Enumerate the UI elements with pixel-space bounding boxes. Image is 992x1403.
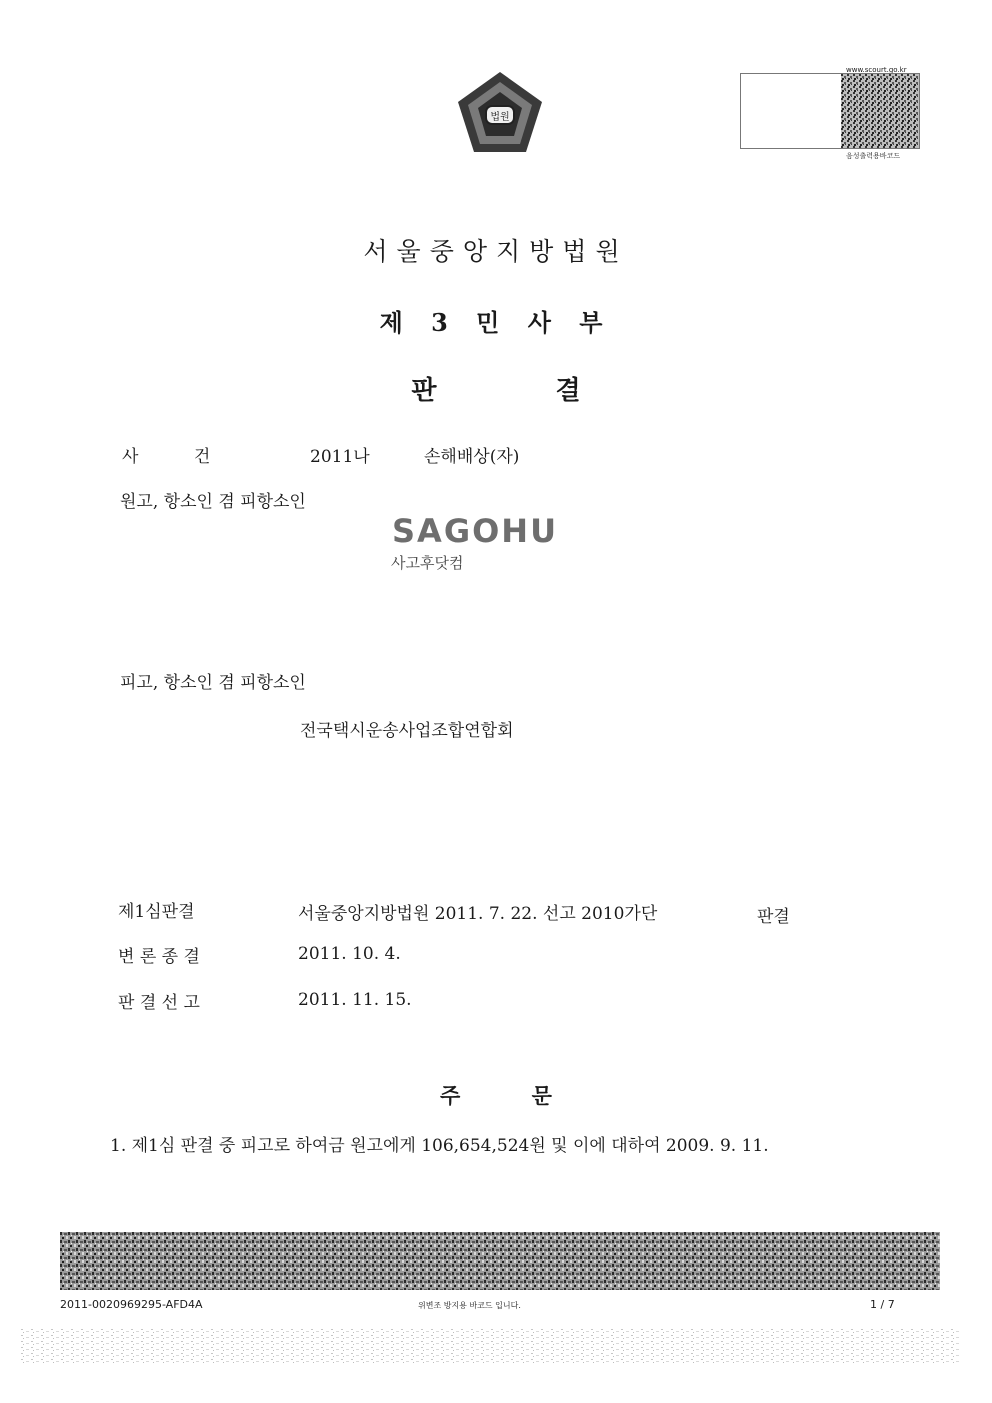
barcode-label: 음성출력용바코드: [846, 152, 901, 160]
plaintiff-label: 원고, 항소인 겸 피항소인: [120, 492, 306, 512]
court-name: 서울중앙지방법원: [363, 237, 629, 266]
defendant-name: 전국택시운송사업조합연합회: [300, 721, 514, 741]
defendant-label: 피고, 항소인 겸 피항소인: [120, 673, 306, 693]
order-title: 주 문: [440, 1083, 552, 1108]
case-label: 사 건: [122, 447, 211, 467]
seal-text: 법원: [490, 112, 510, 123]
first-instance-value: 서울중앙지방법원 2011. 7. 22. 선고 2010가단: [298, 904, 658, 924]
qr-barcode: [841, 74, 919, 148]
division-name: 제 3 민 사 부: [379, 308, 613, 337]
first-instance-suffix: 판결: [757, 907, 790, 927]
page-number: 1 / 7: [870, 1298, 895, 1311]
court-seal-icon: [450, 66, 550, 162]
first-instance-label: 제1심판결: [118, 902, 195, 922]
pronouncement-date: 2011. 11. 15.: [298, 990, 412, 1010]
barcode-note: 위변조 방지용 바코드 입니다.: [418, 1301, 521, 1310]
case-title: 손해배상(자): [424, 447, 520, 467]
court-url: www.scourt.go.kr: [846, 66, 907, 74]
watermark-logo-text: SAGOHU: [392, 512, 559, 550]
document-type: 판 결: [411, 376, 581, 406]
pleading-end-label: 변 론 종 결: [118, 947, 200, 967]
anti-forgery-barcode: [60, 1232, 940, 1290]
case-number: 2011나: [310, 447, 370, 467]
scan-noise-strip: [20, 1328, 960, 1364]
document-code: 2011-0020969295-AFD4A: [60, 1298, 203, 1311]
pleading-end-date: 2011. 10. 4.: [298, 944, 401, 964]
watermark-logo-subtext: 사고후닷컴: [391, 554, 464, 572]
order-item-1: 1. 제1심 판결 중 피고로 하여금 원고에게 106,654,524원 및 이에 대하여 2009. 9. 11.: [110, 1136, 769, 1156]
voice-barcode-box: [740, 73, 920, 149]
pronouncement-label: 판 결 선 고: [118, 993, 200, 1013]
